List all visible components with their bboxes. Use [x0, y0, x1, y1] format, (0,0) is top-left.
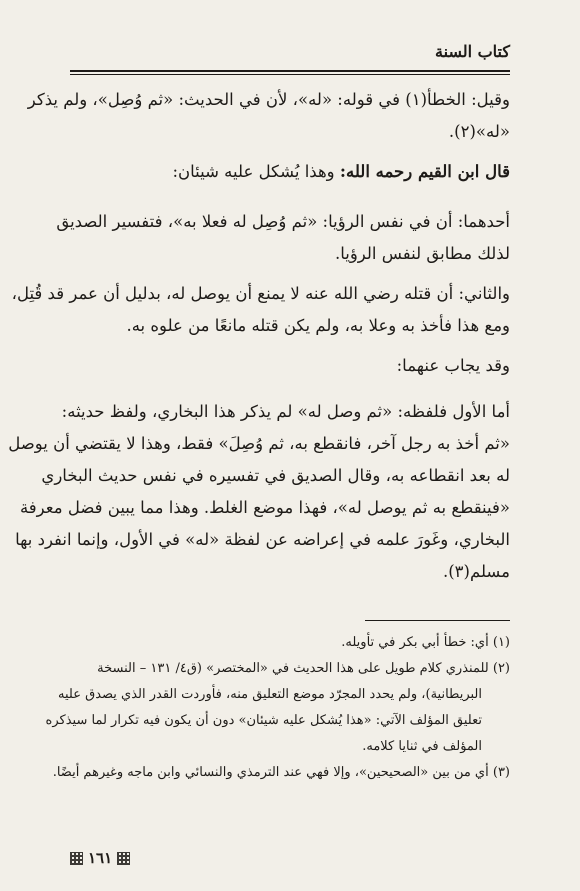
footnote	[52, 760, 510, 786]
footnote-line: (١) أي: خطأ أبي بكر في تأويله.	[341, 635, 510, 650]
page-number-block	[70, 847, 130, 869]
paragraph	[70, 350, 510, 382]
text-line: أما الأول فلفظه: «ثم وصل له» لم يذكر هذا البخاري، ولفظ حديثه:	[61, 402, 510, 421]
footnote	[70, 630, 510, 656]
text-line: «ثم أخذ به رجل آخر، فانقطع به، ثم وُصِلَ» فقط، وهذا لا يقتضي أن يوصل	[8, 434, 510, 453]
header-rule-thin	[70, 74, 510, 75]
footnote	[45, 656, 510, 760]
line-text: وهذا يُشكل عليه شيئان:	[172, 162, 340, 181]
text-line: «فينقطع به ثم يوصل له»، فهذا موضع الغلط. وهذا مما يبين فضل معرفة	[19, 498, 510, 517]
speaker-label: قال ابن القيم رحمه الله:	[339, 162, 510, 181]
footnote-separator	[365, 620, 510, 621]
paragraph	[8, 396, 510, 588]
paragraph	[11, 278, 510, 342]
paragraph	[27, 84, 510, 148]
text-line: والثاني: أن قتله رضي الله عنه لا يمنع أن يوصل له، بدليل أن عمر قد قُتِل،	[11, 284, 510, 303]
text-line: وقد يجاب عنهما:	[396, 356, 510, 375]
footnote-line: المؤلف في ثنايا كلامه.	[362, 739, 482, 754]
footnote-line: البريطانية)، ولم يحدد المجرّد موضع التعليق منه، فأوردت القدر الذي يصدق عليه	[58, 687, 482, 702]
header-rule	[70, 70, 510, 72]
footnotes	[45, 630, 510, 786]
text-line: لذلك مطابق لنفس الرؤيا.	[334, 244, 510, 263]
page-number: ١٦١	[88, 849, 113, 867]
footnote-line: (٢) للمنذري كلام طويل على هذا الحديث في «المختصر» (ق٤/ ١٣١ – النسخة	[97, 661, 510, 676]
text-line: مسلم(٣).	[442, 562, 510, 581]
text-line: له بعد انقطاعه به، وقال الصديق في تفسيره في نفس حديث البخاري	[41, 466, 510, 485]
footnote-line: تعليق المؤلف الآتي: «هذا يُشكل عليه شيئان» دون أن يكون فيه تكرار لما سيذكره	[45, 713, 482, 728]
ornament-icon	[117, 852, 130, 865]
ornament-icon	[70, 852, 83, 865]
paragraph	[70, 156, 510, 188]
text-line: «له»(٢).	[448, 122, 510, 141]
text-line	[70, 156, 510, 188]
text-line: أحدهما: أن في نفس الرؤيا: «ثم وُصِل له فعلا به»، فتفسير الصديق	[56, 212, 510, 231]
paragraph	[56, 206, 510, 270]
text-line: ومع هذا فأخذ به وعلا به، ولم يكن قتله مانعًا من علوه به.	[126, 316, 510, 335]
text-line: وقيل: الخطأ(١) في قوله: «له»، لأن في الحديث: «ثم وُصِل»، ولم يذكر	[27, 90, 510, 109]
footnote-line: (٣) أي من بين «الصحيحين»، وإلا فهي عند الترمذي والنسائي وابن ماجه وغيرهم أيضًا.	[52, 765, 510, 780]
running-header-title: كتاب السنة	[435, 42, 510, 61]
text-line: البخاري، وغَورَ علمه في إعراضه عن لفظة «له» في الأول، وإنما انفرد بها	[15, 530, 510, 549]
